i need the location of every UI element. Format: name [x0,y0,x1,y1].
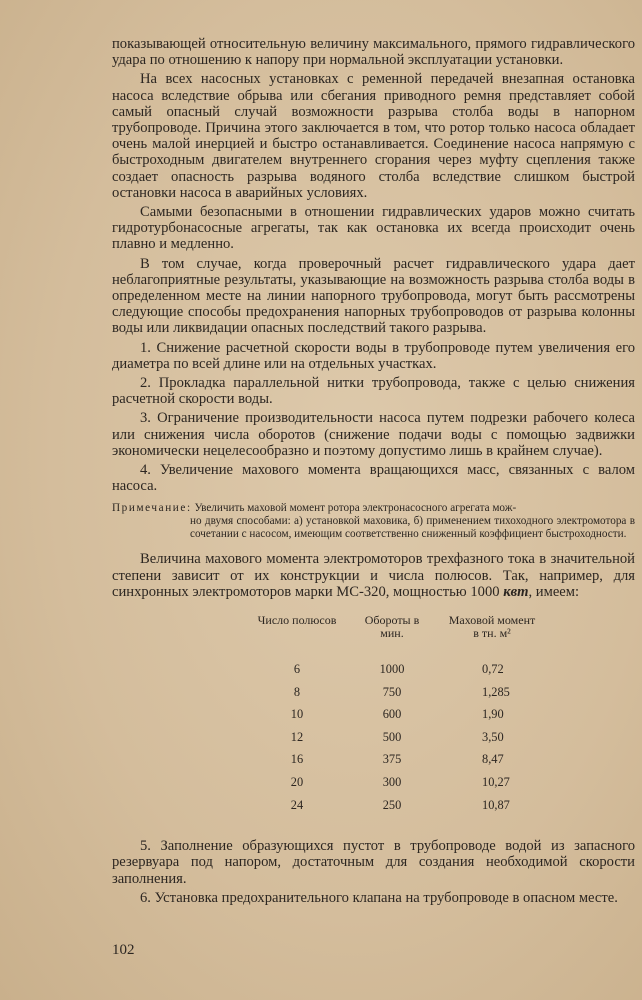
list-item: 3. Ограничение производительности насоса путем подрезки рабочего колеса или снижения числа оборотов (снижение подачи воды с помощью задвижки экономически нецелесообразно и поэтому допустимо лишь в крайнем случае). [112,410,635,459]
table-row [112,681,635,704]
table-cell: 375 [382,752,402,767]
table-cell: 0,72 [482,662,504,677]
column-header-moment: Маховой момент в тн. м² [448,613,536,641]
table-cell: 1,90 [482,707,504,722]
table-intro-tail: , имеем: [528,583,580,600]
table-cell: 24 [290,797,304,812]
table-row [112,771,635,794]
table-cell: 20 [290,775,304,790]
note-text-first: Увеличить маховой момент ротора электронасосного агрегата мож- [194,502,517,515]
table-row [112,794,635,817]
paragraph: показывающей относительную величину максимального, прямого гидравлического удара по отношению к напору при нормальной эксплуатации установки. [112,36,635,69]
unit-kw: квт [503,583,529,600]
paragraph [112,551,635,600]
table-header [112,614,635,640]
page-number: 102 [112,942,135,958]
table-row [112,748,635,771]
table-cell: 16 [290,752,304,767]
table-cell: 8 [293,684,301,699]
table-cell: 3,50 [482,729,504,744]
table-cell: 750 [382,684,402,699]
list-item: 6. Установка предохранительного клапана на трубопроводе в опасном месте. [140,889,618,906]
table-cell: 250 [382,797,402,812]
paragraph: На всех насосных установках с ременной передачей внезапная остановка насоса вследствие обрыва или сбегания приводного ремня представляет собой самый опасный случай возможности разрыва столба воды в напорном трубопроводе. Причина этого заключается в том, что ротор только насоса обладает очень малой инерцией и быстро останавливается. Соединение насоса напрямую с быстроходным двигателем внутреннего сгорания через муфту сцепления также создает опасность разрыва водяного столба вследствие слишком быстрой остановки насоса в аварийных условиях. [112,71,635,201]
table-cell: 10 [290,707,304,722]
table-row [112,726,635,749]
list-item: 5. Заполнение образующихся пустот в трубопроводе водой из запасного резервуара под напором, достаточным для создания необходимой скорости заполнения. [112,838,635,887]
footnote [112,502,635,541]
table-intro: Величина махового момента электромоторов трехфазного тока в значительной степени зависит от их конструкции и числа полюсов. Так, например, для синхронных электромоторов марки МС-320, мощностью 1000 [112,551,635,600]
table-cell: 500 [382,729,402,744]
data-table [112,614,635,816]
column-header-rpm: Обороты в мин. [364,613,420,641]
table-cell: 10,87 [482,797,510,812]
note-lead: Примечание: [112,502,192,515]
paragraph: Самыми безопасными в отношении гидравлических ударов можно считать гидротурбонасосные агрегаты, так как остановка их всегда происходит очень плавно и медленно. [112,204,635,253]
paragraph: В том случае, когда проверочный расчет гидравлического удара дает неблагоприятные результаты, указывающие на возможность разрыва столба воды в определенном месте на линии напорного трубопровода, могут быть рассмотрены следующие способы предохранения напорных трубопроводов от разрыва колонны воды или ликвидации опасных последствий такого разрыва. [112,255,635,337]
note-text-rest: но двумя способами: а) установкой маховика, б) применением тихоходного электромотора в сочетании с насосом, имеющим соответственно сниженный коэффициент быстроходности. [190,515,635,541]
table-cell: 8,47 [482,752,504,767]
column-header-poles: Число полюсов [257,613,337,628]
list-item: 2. Прокладка параллельной нитки трубопровода, также с целью снижения расчетной скорости воды. [112,375,635,408]
table-row [112,703,635,726]
table-cell: 300 [382,775,402,790]
table-cell: 12 [290,729,304,744]
list-item: 4. Увеличение махового момента вращающихся масс, связанных с валом насоса. [112,462,635,495]
table-cell: 6 [293,662,301,677]
text-column [112,36,635,909]
table-cell: 600 [382,707,402,722]
table-cell: 10,27 [482,775,510,790]
table-row [112,658,635,681]
list-item: 1. Снижение расчетной скорости воды в трубопроводе путем увеличения его диаметра по всей длине или на отдельных участках. [112,339,635,372]
table-cell: 1000 [379,662,405,677]
table-cell: 1,285 [482,684,510,699]
